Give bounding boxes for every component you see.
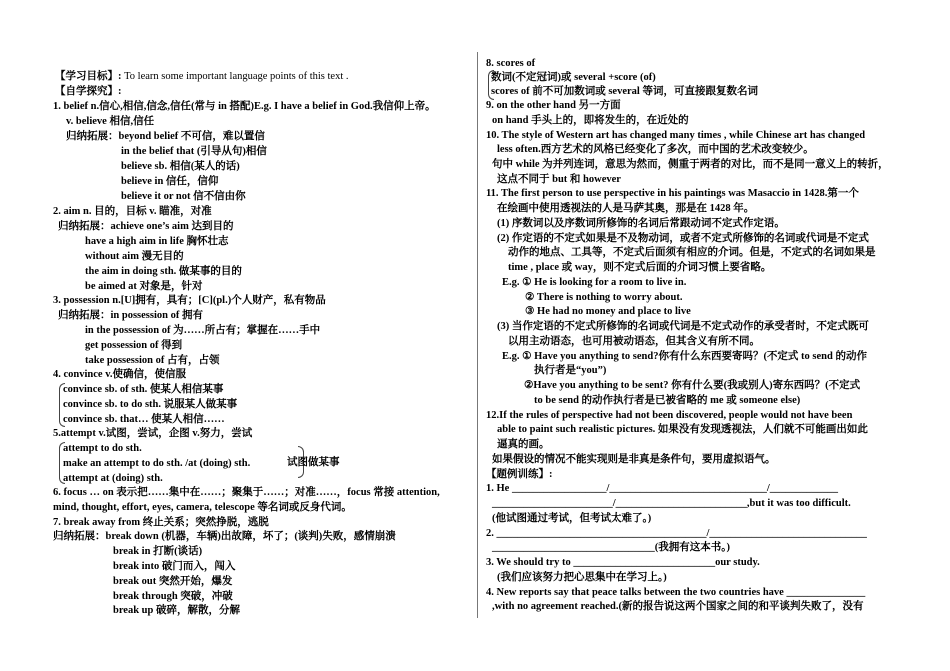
- text-line: convince sb. that… 使某人相信……: [63, 414, 225, 425]
- text-line: less often.西方艺术的风格已经变化了多次，而中国的艺术改变较少。: [497, 144, 814, 155]
- text-line: 归纳拓展：achieve one’s aim 达到目的: [58, 221, 234, 232]
- text-line: break in 打断(谈话): [113, 546, 203, 557]
- text-line: 10. The style of Western art has changed many times , while Chinese art has changed: [486, 130, 866, 141]
- text-line: 数词(不定冠词)或 several +score (of): [491, 72, 656, 83]
- text-line: time , place 或 way，则不定式后面的介词习惯上要省略。: [508, 262, 772, 273]
- text-line: break out 突然开始，爆发: [113, 576, 233, 587]
- text-line: believe sb. 相信(某人的话): [121, 161, 240, 172]
- text-line: 4. convince v.使确信，使信服: [53, 369, 186, 380]
- text-line: 逼真的画。: [497, 439, 550, 450]
- text-line: believe in 信任，信仰: [121, 176, 219, 187]
- text-line: 动作的地点、工具等，不定式后面须有相应的介词。但是，不定式的名词如果是: [508, 247, 876, 258]
- text-line: 归纳拓展：break down (机器，车辆)出故障，坏了；(谈判)失败，感情崩溃: [53, 531, 396, 542]
- text-line: in the belief that (引导从句)相信: [121, 146, 267, 157]
- text-line: break through 突破，冲破: [113, 591, 233, 602]
- text-line: 归纳拓展：beyond belief 不可信，难以置信: [66, 131, 265, 142]
- text-line: break up 破碎，解散，分解: [113, 605, 240, 616]
- text-line: ②Have you anything to be sent? 你有什么要(我或别人)寄东西吗？(不定式: [524, 380, 861, 391]
- text-line: E.g. ① He is looking for a room to live in.: [502, 277, 687, 288]
- learning-goal-text: To learn some important language points of this text .: [124, 71, 349, 82]
- text-line: able to paint such realistic pictures. 如果没有发现透视法，人们就不可能画出如此: [497, 424, 868, 435]
- text-line: scores of 前不可加数词或 several 等词，可直接跟复数名词: [491, 86, 758, 97]
- text-line: attempt to do sth.: [63, 443, 142, 454]
- text-line: 12.If the rules of perspective had not been discovered, people would not have been: [486, 410, 853, 421]
- text-line: convince sb. to do sth. 说服某人做某事: [63, 399, 238, 410]
- text-line: believe it or not 信不信由你: [121, 191, 246, 202]
- exercise-line: 4. New reports say that peace talks between the two countries have _______________: [486, 587, 866, 598]
- text-line: (2) 作定语的不定式如果是不及物动词，或者不定式所修饰的名词或代词是不定式: [497, 233, 869, 244]
- text-line: attempt at (doing) sth.: [63, 473, 163, 484]
- attempt-note: 试图做某事: [287, 457, 340, 468]
- text-line: 7. break away from 终止关系；突然挣脱，逃脱: [53, 517, 269, 528]
- exercise-line: ,with no agreement reached.(新的报告说这两个国家之间的和平谈判失败了，没有: [492, 601, 864, 612]
- exercise-line: _______________________/_________________________,but it was too difficult.: [492, 498, 851, 509]
- exercise-line: 3. We should try to ___________________________our study.: [486, 557, 760, 568]
- text-line: get possession of 得到: [85, 340, 183, 351]
- text-line: be aimed at 对象是，针对: [85, 281, 203, 292]
- text-line: 以用主动语态，也可用被动语态，但其含义有所不同。: [508, 336, 760, 347]
- text-line: ② There is nothing to worry about.: [525, 292, 683, 303]
- text-line: 句中 while 为并列连词，意思为然而，侧重于两者的对比，而不是同一意义上的转折，: [492, 159, 889, 170]
- exercise-line: 2. ________________________________________/______________________________: [486, 528, 867, 539]
- text-line: 6. focus … on 表示把……集中在……；聚集于……；对准……，focus 常接 attention,: [53, 487, 440, 498]
- text-line: to be send 的动作执行者是已被省略的 me 或 someone else): [534, 395, 801, 406]
- text-line: convince sb. of sth. 使某人相信某事: [63, 384, 224, 395]
- text-line: 在绘画中使用透视法的人是马萨其奥，那是在 1428 年。: [497, 203, 755, 214]
- text-line: 9. on the other hand 另一方面: [486, 100, 621, 111]
- text-line: 3. possession n.[U]拥有，具有；[C](pl.)个人财产，私有物品: [53, 295, 326, 306]
- text-line: mind, thought, effort, eyes, camera, telescope 等名词或反身代词。: [53, 502, 352, 513]
- exercise-line: (他试图通过考试，但考试太难了。): [492, 513, 652, 524]
- text-line: make an attempt to do sth. /at (doing) sth.: [63, 458, 251, 469]
- exercise-line: (我们应该努力把心思集中在学习上。): [497, 572, 667, 583]
- self-study-heading: 【自学探究】:: [55, 86, 122, 97]
- text-line: 1. belief n.信心,相信,信念,信任(常与 in 搭配)E.g. I have a belief in God.我信仰上帝。: [53, 101, 436, 112]
- text-line: take possession of 占有，占领: [85, 355, 220, 366]
- text-line: ③ He had no money and place to live: [525, 306, 691, 317]
- exercise-line: _______________________________(我拥有这本书。): [492, 542, 730, 553]
- text-line: on hand 手头上的，即将发生的，在近处的: [492, 115, 689, 126]
- learning-goal-label: 【学习目标】:: [55, 71, 122, 82]
- text-line: (3) 当作定语的不定式所修饰的名词或代词是不定式动作的承受者时，不定式既可: [497, 321, 869, 332]
- text-line: without aim 漫无目的: [85, 251, 184, 262]
- text-line: 2. aim n. 目的，目标 v. 瞄准，对准: [53, 206, 212, 217]
- text-line: have a high aim in life 胸怀壮志: [85, 236, 229, 247]
- column-divider: [477, 52, 478, 618]
- text-line: break into 破门而入，闯入: [113, 561, 236, 572]
- learning-goal-line: [55, 70, 349, 84]
- text-line: 如果假设的情况不能实现则是非真是条件句，要用虚拟语气。: [492, 454, 776, 465]
- text-line: 这点不同于 but 和 however: [497, 174, 621, 185]
- text-line: v. believe 相信,信任: [66, 116, 155, 127]
- text-line: 11. The first person to use perspective in his paintings was Masaccio in 1428.第一个: [486, 188, 859, 199]
- text-line: 5.attempt v.试图，尝试，企图 v.努力，尝试: [53, 428, 253, 439]
- text-line: in the possession of 为……所占有；掌握在……手中: [85, 325, 321, 336]
- exercise-line: 1. He __________________/______________________________/_____________: [486, 483, 839, 494]
- text-line: E.g. ① Have you anything to send?你有什么东西要寄吗？(不定式 to send 的动作: [502, 351, 867, 362]
- text-line: 8. scores of: [486, 58, 536, 69]
- text-line: the aim in doing sth. 做某事的目的: [85, 266, 242, 277]
- text-line: 归纳拓展：in possession of 拥有: [58, 310, 203, 321]
- text-line: 执行者是“you”): [534, 365, 607, 376]
- practice-heading: 【题例训练】:: [486, 469, 553, 480]
- text-line: (1) 序数词以及序数词所修饰的名词后常跟动词不定式作定语。: [497, 218, 785, 229]
